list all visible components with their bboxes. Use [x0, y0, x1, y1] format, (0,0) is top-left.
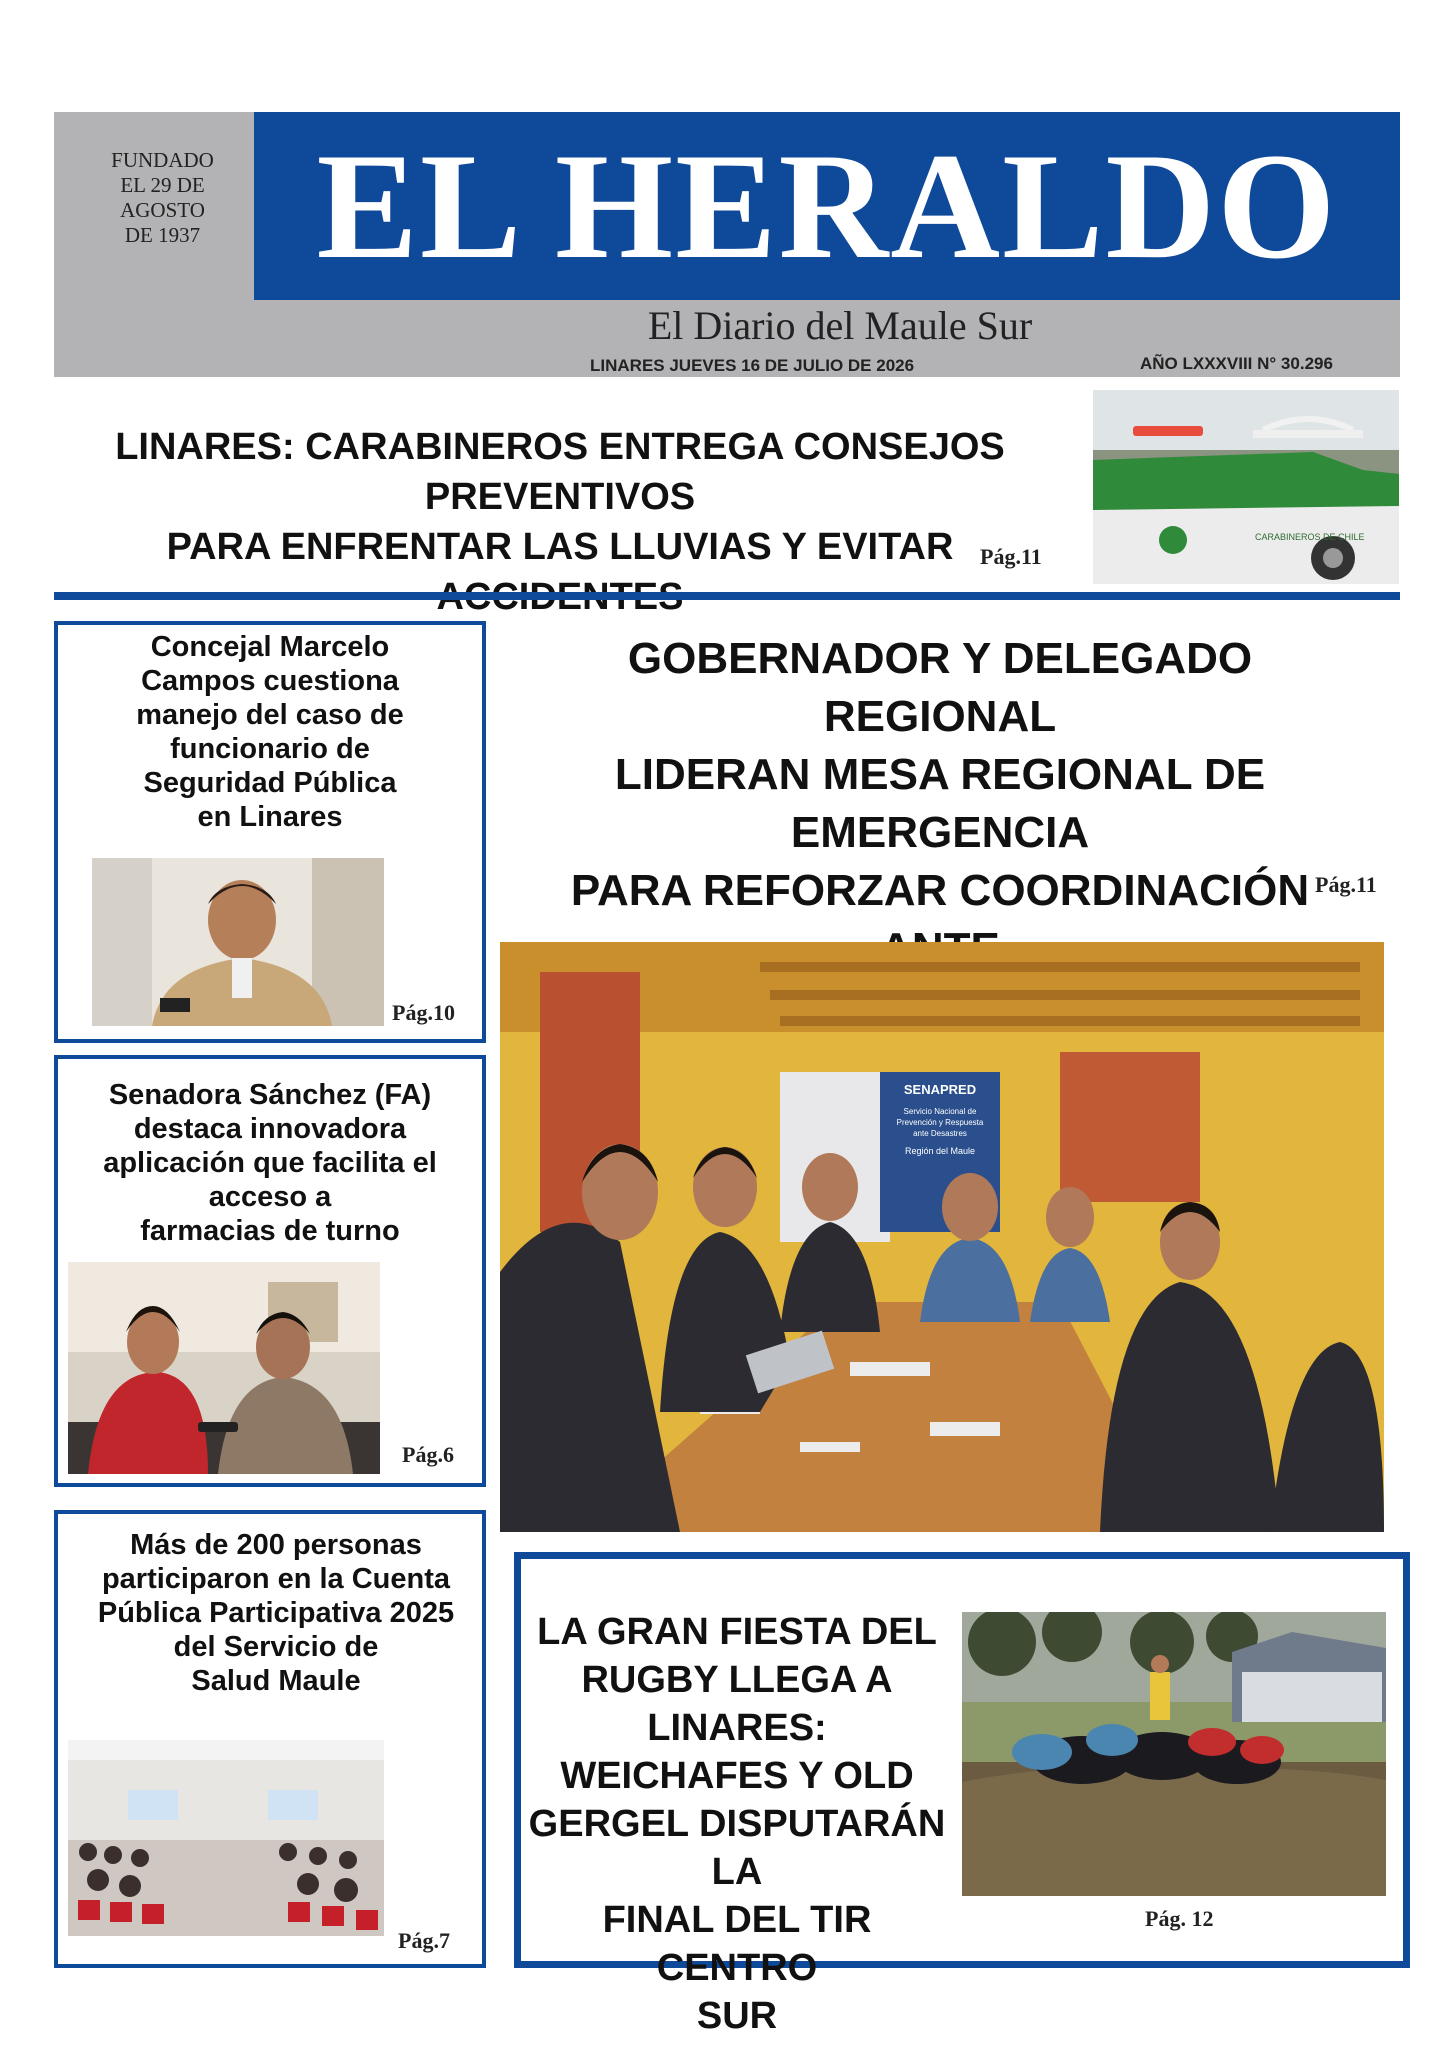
section-divider [54, 592, 1400, 600]
headline-line: farmacias de turno [140, 1215, 400, 1247]
headline-line: LA GRAN FIESTA DEL [537, 1611, 937, 1653]
dateline: LINARES JUEVES 16 DE JULIO DE 2026 [590, 356, 915, 375]
headline-line: Salud Maule [191, 1665, 361, 1697]
headline-line: GERGEL DISPUTARÁN LA [528, 1803, 946, 1893]
headline-line: acceso a [208, 1181, 332, 1213]
headline-line: GOBERNADOR Y DELEGADO REGIONAL [627, 634, 1253, 741]
police-car-photo [1093, 390, 1399, 584]
public-account-photo [68, 1740, 384, 1936]
banner-line: Prevención y Respuesta [896, 1118, 984, 1127]
headline-line: en Linares [197, 801, 343, 833]
sidebar-story-2-headline[interactable] [70, 1078, 470, 1248]
headline-line: manejo del caso de [136, 699, 404, 731]
sidebar-story-3-headline[interactable] [72, 1528, 480, 1698]
newspaper-logo [254, 112, 1400, 300]
rugby-story-page-ref[interactable]: Pág. 12 [1145, 1906, 1214, 1931]
headline-line: Seguridad Pública [143, 767, 397, 799]
headline-line: LIDERAN MESA REGIONAL DE EMERGENCIA [614, 750, 1266, 857]
main-story-page-ref[interactable]: Pág.11 [1315, 872, 1377, 897]
founded-line: DE 1937 [124, 223, 201, 247]
rugby-story-headline[interactable] [528, 1608, 946, 2040]
logo-title: EL HERALDO [316, 122, 1338, 290]
founded-line: EL 29 DE [120, 173, 205, 197]
founded-line: FUNDADO [111, 148, 214, 172]
headline-line: LINARES: CARABINEROS ENTREGA CONSEJOS PREVENTIVOS [115, 426, 1005, 518]
founded-note [100, 148, 225, 248]
headline-line: funcionario de [170, 733, 370, 765]
sidebar-story-1-headline[interactable] [70, 630, 470, 834]
banner-line: Región del Maule [904, 1146, 976, 1156]
tagline: El Diario del Maule Sur [647, 303, 1033, 348]
headline-line: destaca innovadora [133, 1113, 407, 1145]
headline-line: Concejal Marcelo [150, 631, 390, 663]
headline-line: FINAL DEL TIR CENTRO [602, 1899, 872, 1989]
headline-line: PARA REFORZAR COORDINACIÓN [570, 866, 1310, 915]
senator-photo [68, 1262, 380, 1474]
sidebar-story-1-page-ref[interactable]: Pág.10 [392, 1000, 455, 1025]
headline-line: Pública Participativa 2025 [97, 1597, 455, 1629]
banner-line: SENAPRED [903, 1082, 977, 1097]
headline-line: Senadora Sánchez (FA) [108, 1079, 432, 1111]
headline-line: participaron en la Cuenta [101, 1563, 451, 1595]
rugby-scrum-photo [962, 1612, 1386, 1896]
headline-line: Más de 200 personas [130, 1529, 422, 1561]
car-door-text: CARABINEROS DE CHILE [1255, 532, 1365, 542]
headline-line: aplicación que facilita el [103, 1147, 437, 1179]
headline-line: Campos cuestiona [141, 665, 399, 697]
headline-line: del Servicio de [173, 1631, 379, 1663]
banner-line: Servicio Nacional de [903, 1107, 977, 1116]
banner-line: ante Desastres [913, 1129, 967, 1138]
issue-number: AÑO LXXXVIII N° 30.296 [1140, 354, 1333, 373]
headline-line: RUGBY LLEGA A LINARES: [581, 1659, 893, 1749]
headline-line: WEICHAFES Y OLD [560, 1755, 914, 1797]
top-story-page-ref[interactable]: Pág.11 [980, 544, 1042, 569]
founded-line: AGOSTO [120, 198, 205, 222]
headline-line: SUR [696, 1995, 778, 2037]
councilman-photo [92, 858, 384, 1026]
sidebar-story-3-page-ref[interactable]: Pág.7 [398, 1928, 450, 1953]
emergency-meeting-photo [500, 942, 1384, 1532]
sidebar-story-2-page-ref[interactable]: Pág.6 [402, 1442, 454, 1467]
headline-line: PARA ENFRENTAR LAS LLUVIAS Y EVITAR [166, 526, 954, 568]
